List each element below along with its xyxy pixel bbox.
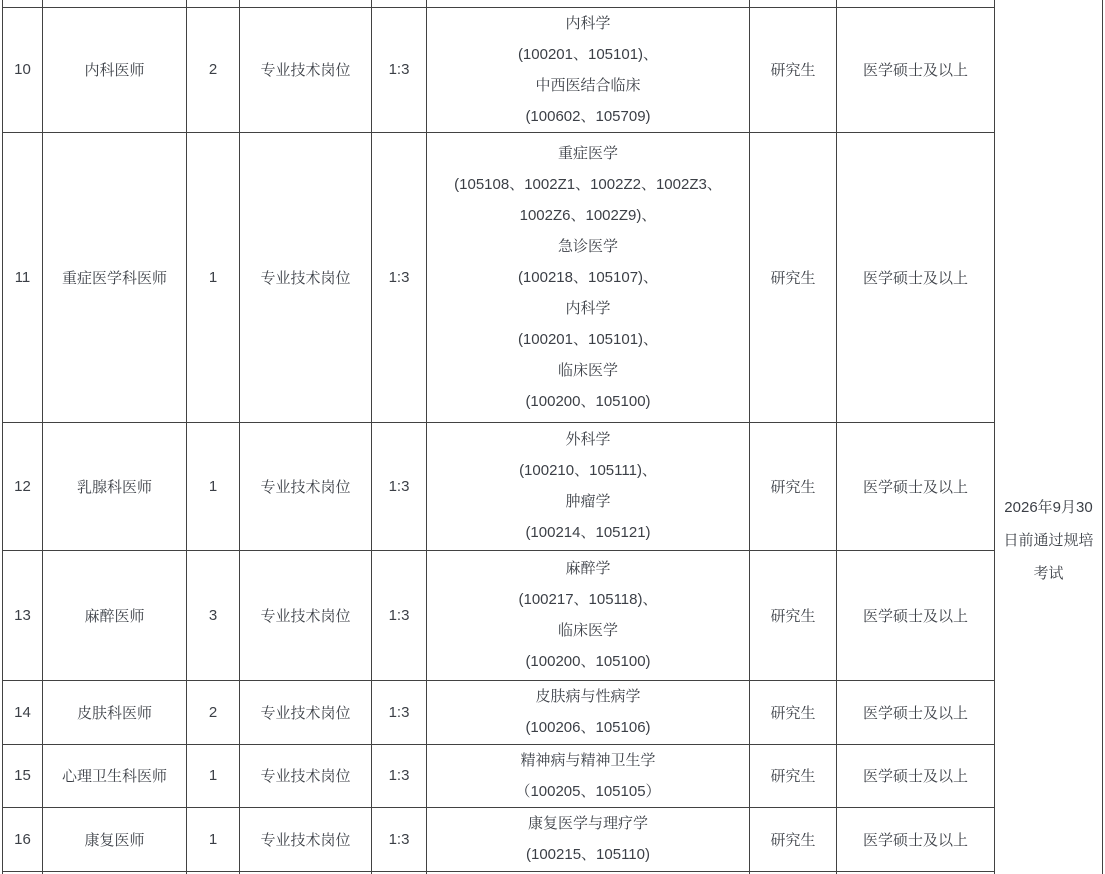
cell-headcount: 1	[187, 744, 240, 807]
cell-major: 麻醉学 (100217、105118)、 临床医学 (100200、105100)	[427, 550, 750, 680]
cell-education: 研究生	[750, 550, 837, 680]
table-row	[3, 132, 1103, 422]
cell-headcount: 1	[187, 132, 240, 422]
cell-position-category: 专业技术岗位	[240, 680, 372, 744]
cell-headcount: 1	[187, 422, 240, 550]
cell-education: 研究生	[750, 744, 837, 807]
cell-ratio: 1:3	[372, 422, 427, 550]
cell-major: 康复医学与理疗学 (100215、105110)	[427, 807, 750, 871]
cell-position-title: 内科医师	[43, 7, 187, 132]
cell-ratio: 1:3	[372, 744, 427, 807]
spacer-cell	[3, 0, 43, 7]
cell-index: 11	[3, 132, 43, 422]
spacer-cell	[427, 0, 750, 7]
cell-degree: 医学硕士及以上	[837, 744, 995, 807]
note-cell	[995, 0, 1103, 874]
cell-headcount: 2	[187, 7, 240, 132]
cell-education: 研究生	[750, 422, 837, 550]
table-row-partial-top	[3, 0, 1103, 7]
cell-headcount: 2	[187, 680, 240, 744]
cell-education: 研究生	[750, 680, 837, 744]
recruitment-positions-table	[2, 0, 1103, 874]
table-row	[3, 7, 1103, 132]
cell-index: 15	[3, 744, 43, 807]
cell-index: 10	[3, 7, 43, 132]
cell-headcount: 1	[187, 807, 240, 871]
table-row	[3, 807, 1103, 871]
cell-ratio: 1:3	[372, 807, 427, 871]
cell-position-title: 心理卫生科医师	[43, 744, 187, 807]
cell-position-category: 专业技术岗位	[240, 550, 372, 680]
table-row	[3, 422, 1103, 550]
cell-degree: 医学硕士及以上	[837, 680, 995, 744]
cell-education: 研究生	[750, 807, 837, 871]
cell-index: 14	[3, 680, 43, 744]
cell-major: 外科学 (100210、105111)、 肿瘤学 (100214、105121)	[427, 422, 750, 550]
cell-major: 内科学 (100201、105101)、 中西医结合临床 (100602、105709)	[427, 7, 750, 132]
table-row	[3, 744, 1103, 807]
cell-index: 13	[3, 550, 43, 680]
cell-position-title: 重症医学科医师	[43, 132, 187, 422]
cell-position-title: 皮肤科医师	[43, 680, 187, 744]
cell-position-title: 乳腺科医师	[43, 422, 187, 550]
spacer-cell	[240, 0, 372, 7]
cell-position-category: 专业技术岗位	[240, 7, 372, 132]
note-text: 2026年9月30 日前通过规培 考试	[1003, 499, 1094, 583]
cell-degree: 医学硕士及以上	[837, 550, 995, 680]
cell-index: 16	[3, 807, 43, 871]
cell-degree: 医学硕士及以上	[837, 422, 995, 550]
cell-ratio: 1:3	[372, 132, 427, 422]
cell-education: 研究生	[750, 132, 837, 422]
cell-education: 研究生	[750, 7, 837, 132]
cell-degree: 医学硕士及以上	[837, 807, 995, 871]
spacer-cell	[43, 0, 187, 7]
cell-position-category: 专业技术岗位	[240, 744, 372, 807]
cell-ratio: 1:3	[372, 680, 427, 744]
cell-degree: 医学硕士及以上	[837, 7, 995, 132]
spacer-cell	[372, 0, 427, 7]
table-row	[3, 680, 1103, 744]
cell-major: 重症医学 (105108、1002Z1、1002Z2、1002Z3、 1002Z6、1002Z9)、 急诊医学 (100218、105107)、 内科学 (100201、105101)、 临床医学 (100200、105100)	[427, 132, 750, 422]
cell-index: 12	[3, 422, 43, 550]
cell-position-title: 麻醉医师	[43, 550, 187, 680]
spacer-cell	[750, 0, 837, 7]
cell-major: 皮肤病与性病学 (100206、105106)	[427, 680, 750, 744]
cell-ratio: 1:3	[372, 550, 427, 680]
cell-position-category: 专业技术岗位	[240, 422, 372, 550]
cell-position-category: 专业技术岗位	[240, 807, 372, 871]
cell-major: 精神病与精神卫生学 （100205、105105）	[427, 744, 750, 807]
cell-position-category: 专业技术岗位	[240, 132, 372, 422]
spacer-cell	[837, 0, 995, 7]
cell-degree: 医学硕士及以上	[837, 132, 995, 422]
cell-headcount: 3	[187, 550, 240, 680]
spacer-cell	[187, 0, 240, 7]
table-row	[3, 550, 1103, 680]
cell-ratio: 1:3	[372, 7, 427, 132]
cell-position-title: 康复医师	[43, 807, 187, 871]
